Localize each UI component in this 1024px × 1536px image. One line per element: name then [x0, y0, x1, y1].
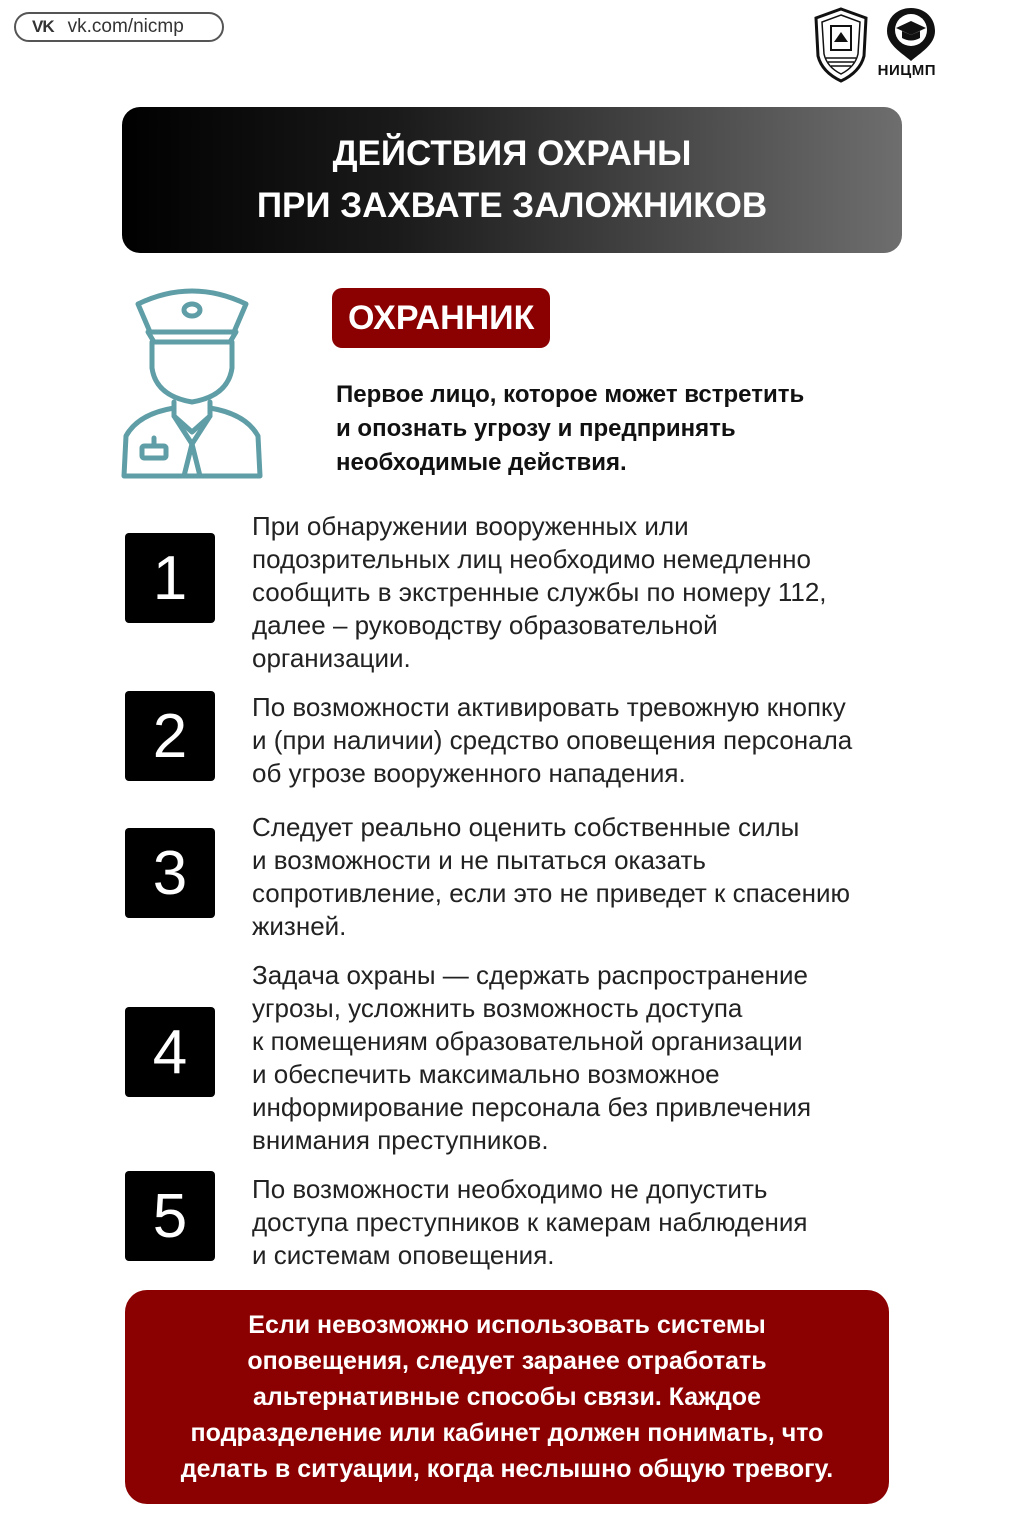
- footer-line: альтернативные способы связи. Каждое: [253, 1383, 761, 1411]
- step-number: 4: [125, 1007, 215, 1097]
- graduation-cap-pin-icon: [884, 6, 938, 62]
- step-line: и системам оповещения.: [252, 1240, 555, 1270]
- step-line: информирование персонала без привлечения: [252, 1092, 812, 1122]
- step-line: сопротивление, если это не приведет к спасению: [252, 878, 851, 908]
- role-description-line: Первое лицо, которое может встретить: [336, 381, 805, 408]
- step-line: об угрозе вооруженного нападения.: [252, 758, 686, 788]
- footer-line: Если невозможно использовать системы: [248, 1311, 766, 1339]
- footer-callout: [125, 1290, 889, 1504]
- role-description-line: необходимые действия.: [336, 449, 627, 476]
- shield-emblem-icon: [812, 6, 870, 84]
- footer-line: делать в ситуации, когда неслышно общую тревогу.: [180, 1455, 834, 1483]
- security-guard-icon: [118, 284, 266, 480]
- step-line: жизней.: [252, 911, 347, 941]
- step-line: Следует реально оценить собственные силы: [252, 812, 800, 842]
- step-line: организации.: [252, 643, 411, 673]
- step-text: [252, 811, 932, 943]
- header-title-line2: ПРИ ЗАХВАТЕ ЗАЛОЖНИКОВ: [256, 186, 768, 225]
- step-text: [252, 959, 932, 1157]
- step-line: По возможности необходимо не допустить: [252, 1174, 768, 1204]
- vk-url: vk.com/nicmp: [67, 16, 184, 37]
- step-line: внимания преступников.: [252, 1125, 549, 1155]
- step-line: далее – руководству образовательной: [252, 610, 718, 640]
- footer-line: подразделение или кабинет должен понимать, что: [190, 1419, 824, 1447]
- step-line: и обеспечить максимально возможное: [252, 1059, 720, 1089]
- step-text: [252, 691, 932, 790]
- step-number: 1: [125, 533, 215, 623]
- step-number: 3: [125, 828, 215, 918]
- step-line: к помещениям образовательной организации: [252, 1026, 803, 1056]
- step-text: [252, 1173, 932, 1272]
- step-line: сообщить в экстренные службы по номеру 112,: [252, 577, 827, 607]
- vk-link[interactable]: [14, 12, 224, 42]
- step-line: доступа преступников к камерам наблюдения: [252, 1207, 808, 1237]
- step-line: Задача охраны — сдержать распространение: [252, 960, 808, 990]
- org-caption: НИЦМП: [877, 62, 936, 79]
- step-line: подозрительных лиц необходимо немедленно: [252, 544, 811, 574]
- step-line: угрозы, усложнить возможность доступа: [252, 993, 743, 1023]
- footer-line: оповещения, следует заранее отработать: [247, 1347, 767, 1375]
- role-badge: ОХРАННИК: [332, 288, 550, 348]
- step-number: 5: [125, 1171, 215, 1261]
- step-line: и возможности и не пытаться оказать: [252, 845, 706, 875]
- step-text: [252, 510, 932, 675]
- vk-logo-icon: VK: [32, 17, 54, 36]
- header-title-line1: ДЕЙСТВИЯ ОХРАНЫ: [332, 134, 692, 173]
- header-banner: [122, 107, 902, 253]
- step-number: 2: [125, 691, 215, 781]
- step-line: По возможности активировать тревожную кнопку: [252, 692, 846, 722]
- step-line: и (при наличии) средство оповещения персонала: [252, 725, 853, 755]
- role-description: [336, 378, 896, 480]
- step-line: При обнаружении вооруженных или: [252, 511, 689, 541]
- role-description-line: и опознать угрозу и предпринять: [336, 415, 736, 442]
